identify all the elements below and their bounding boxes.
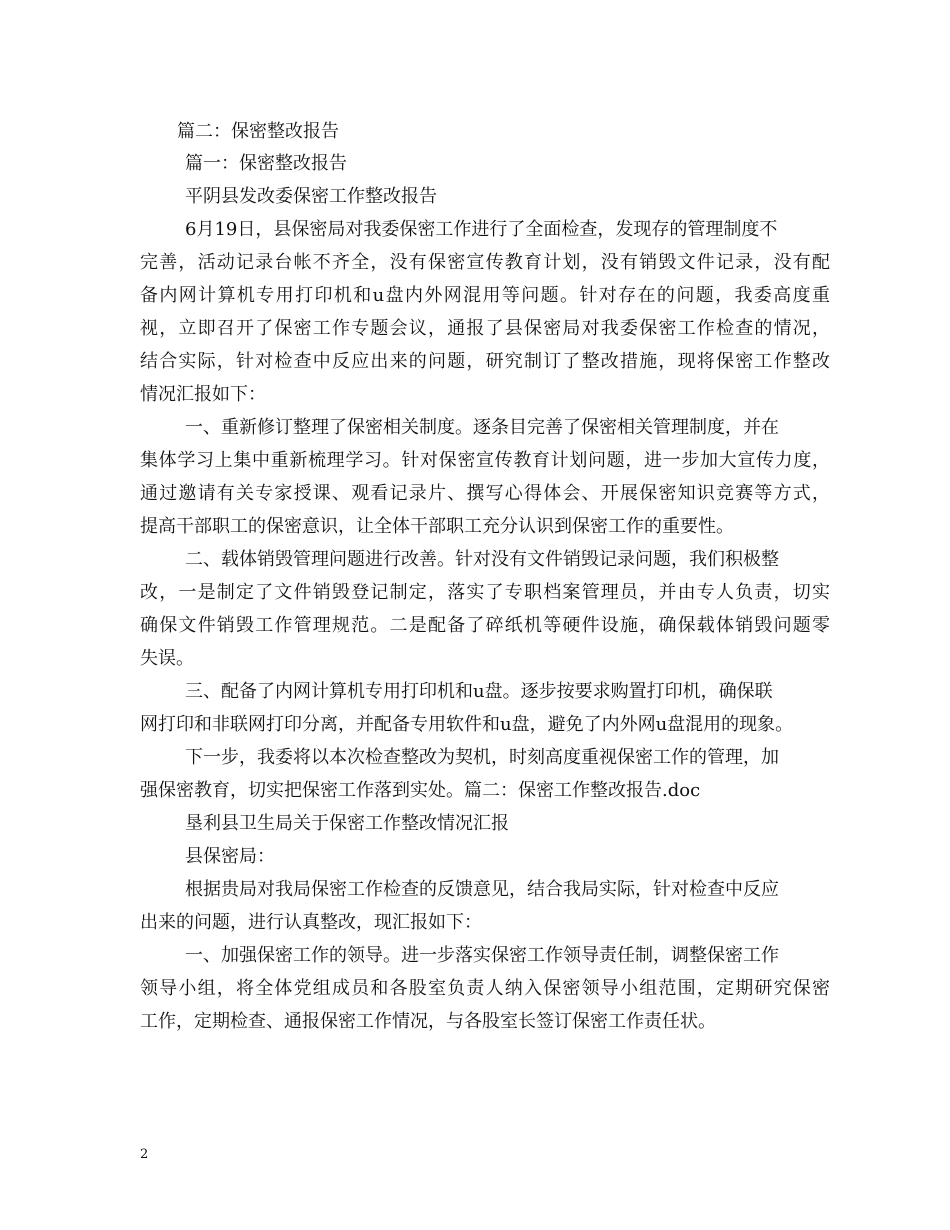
paragraph-line: 备内网计算机专用打印机和u盘内外网混用等问题。针对存在的问题，我委高度重	[140, 285, 830, 306]
document-title-kenli: 垦利县卫生局关于保密工作整改情况汇报	[185, 813, 509, 834]
document-title-pingyin: 平阴县发改委保密工作整改报告	[185, 186, 437, 207]
paragraph-line: 一、重新修订整理了保密相关制度。逐条目完善了保密相关管理制度，并在	[185, 417, 779, 438]
paragraph-line: 出来的问题，进行认真整改，现汇报如下：	[140, 912, 482, 933]
paragraph-line: 三、配备了内网计算机专用打印机和u盘。逐步按要求购置打印机，确保联	[185, 681, 773, 702]
heading-part-two: 篇二：保密整改报告	[177, 121, 339, 142]
paragraph-line: 结合实际，针对检查中反应出来的问题，研究制订了整改措施，现将保密工作整改	[140, 351, 830, 372]
paragraph-line: 工作，定期检查、通报保密工作情况，与各股室长签订保密工作责任状。	[140, 1011, 716, 1032]
paragraph-line: 强保密教育，切实把保密工作落到实处。篇二：保密工作整改报告.doc	[140, 780, 701, 801]
paragraph-line: 一、加强保密工作的领导。进一步落实保密工作领导责任制，调整保密工作	[185, 945, 779, 966]
paragraph-line: 通过邀请有关专家授课、观看记录片、撰写心得体会、开展保密知识竞赛等方式，	[140, 483, 830, 504]
page-number: 2	[140, 1147, 149, 1162]
paragraph-line: 领导小组，将全体党组成员和各股室负责人纳入保密领导小组范围，定期研究保密	[140, 978, 830, 999]
paragraph-line: 提高干部职工的保密意识，让全体干部职工充分认识到保密工作的重要性。	[140, 516, 734, 537]
paragraph-line: 6月19日，县保密局对我委保密工作进行了全面检查，发现存的管理制度不	[185, 219, 778, 240]
paragraph-line: 下一步，我委将以本次检查整改为契机，时刻高度重视保密工作的管理，加	[185, 747, 779, 768]
paragraph-line: 情况汇报如下：	[140, 384, 266, 405]
paragraph-line: 改，一是制定了文件销毁登记制定，落实了专职档案管理员，并由专人负责，切实	[140, 582, 830, 603]
salutation: 县保密局：	[185, 846, 275, 867]
heading-part-one: 篇一：保密整改报告	[185, 153, 347, 174]
paragraph-line: 根据贵局对我局保密工作检查的反馈意见，结合我局实际，针对检查中反应	[185, 879, 779, 900]
paragraph-line: 集体学习上集中重新梳理学习。针对保密宣传教育计划问题，进一步加大宣传力度，	[140, 450, 830, 471]
paragraph-line: 完善，活动记录台帐不齐全，没有保密宣传教育计划，没有销毁文件记录，没有配	[140, 252, 830, 273]
paragraph-line: 二、载体销毁管理问题进行改善。针对没有文件销毁记录问题，我们积极整	[185, 549, 779, 570]
paragraph-line: 网打印和非联网打印分离，并配备专用软件和u盘，避免了内外网u盘混用的现象。	[140, 714, 794, 735]
paragraph-line: 视，立即召开了保密工作专题会议，通报了县保密局对我委保密工作检查的情况，	[140, 318, 830, 339]
paragraph-line: 失误。	[140, 648, 194, 669]
paragraph-line: 确保文件销毁工作管理规范。二是配备了碎纸机等硬件设施，确保载体销毁问题零	[140, 615, 830, 636]
